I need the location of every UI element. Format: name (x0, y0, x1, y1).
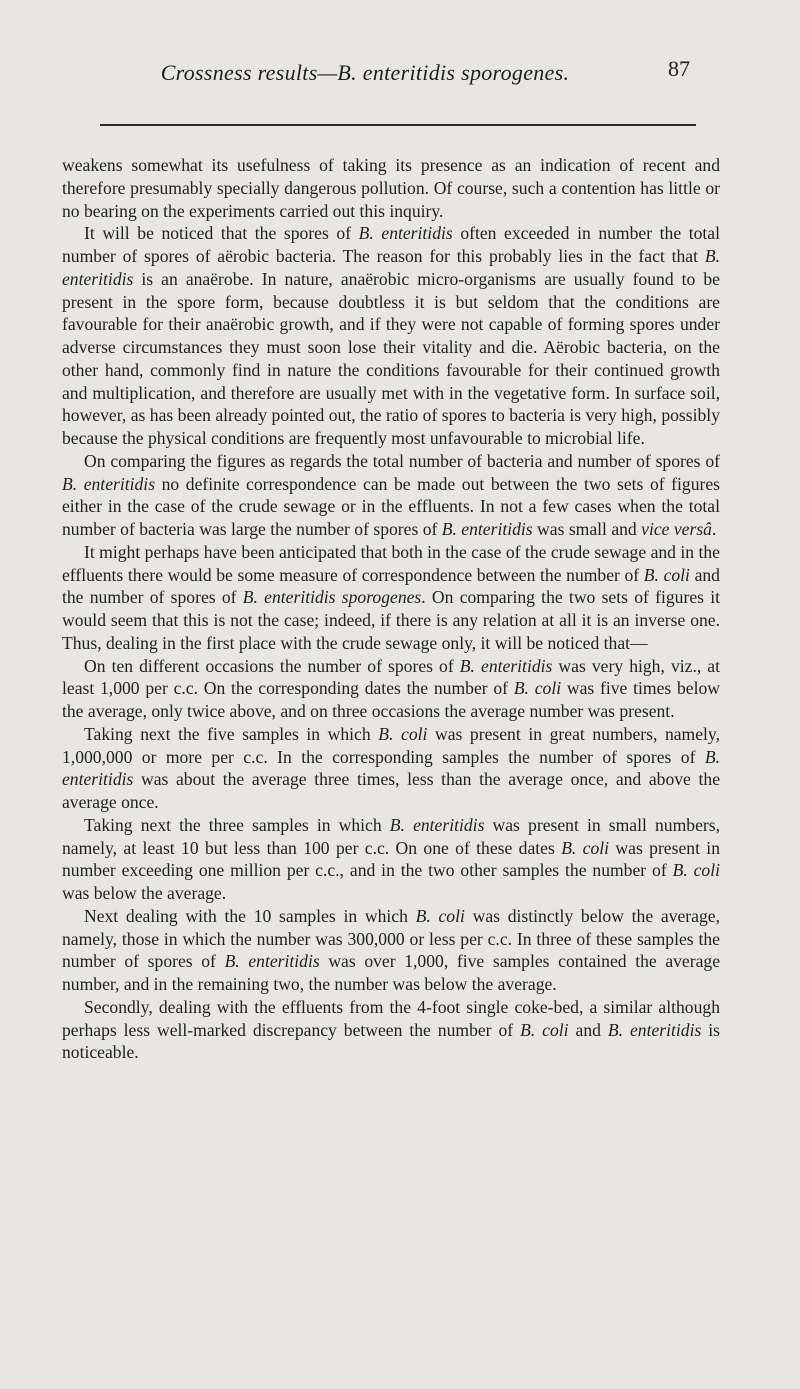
italic-run: B. enteritidis (441, 519, 533, 539)
text-run: no definite correspondence can be made out between the two sets of figures either in the case of the crude sewage or in the effluents. In not a few cases when the total number of bacteria was large the number of spores of (62, 473, 721, 539)
text-run: It might perhaps have been anticipated that both in the case of the crude sewage and in the effluents there would be some measure of correspondence between the number of (62, 541, 720, 585)
paragraph (62, 723, 720, 814)
italic-run: B. coli (672, 860, 720, 881)
italic-run: B. enteritidis (607, 1019, 702, 1040)
text-run: Secondly, dealing with the effluents from the 4-foot single coke-bed, a similar although perhaps less well-marked discrepancy between the number of (62, 996, 720, 1040)
paragraph (62, 814, 720, 905)
text-run: was five times below the average, only twice above, and on three occasions the average number was present. (62, 678, 720, 721)
page-number: 87 (668, 56, 690, 81)
running-head: Crossness results—B. enteritidis sporogenes. (160, 60, 570, 85)
italic-run: B. enteritidis (62, 746, 720, 790)
text-run: was present in small numbers, namely, at least 10 but less than 100 per c.c. On one of these dates (62, 814, 721, 858)
text-run: On comparing the figures as regards the total number of bacteria and number of spores of (84, 450, 720, 471)
text-run: was very high, viz., at least 1,000 per c.c. On the corresponding dates the number of (62, 655, 721, 699)
italic-run: B. coli (415, 905, 465, 926)
text-run: weakens somewhat its usefulness of taking its presence as an indication of recent and therefore presumably specially dangerous pollution. Of course, such a contention has little or no bearing on the experiments carried out this inquiry. (62, 155, 720, 221)
text-run: was distinctly below the average, namely, those in which the number was 300,000 or less per c.c. In three of these samples the number of spores of (62, 905, 720, 972)
text-run: is noticeable. (62, 1019, 720, 1063)
paragraph (62, 222, 720, 450)
text-run: and (568, 1019, 608, 1040)
text-run: Taking next the five samples in which (84, 723, 379, 744)
paragraph (62, 996, 720, 1064)
text-run: was small and (532, 519, 642, 539)
italic-run: B. coli (378, 723, 428, 744)
paragraph (62, 450, 720, 541)
italic-run: B. enteritidis sporogenes (242, 587, 422, 608)
paragraph (62, 905, 720, 996)
body-text (62, 154, 720, 1064)
italic-run: B. coli (520, 1019, 569, 1040)
text-run: was over 1,000, five samples contained the average number, and in the remaining two, the number was below the average. (62, 951, 721, 994)
italic-run: B. coli (513, 678, 562, 699)
text-run: It will be noticed that the spores of (84, 223, 359, 244)
paragraph (62, 541, 720, 655)
header-rule (100, 124, 696, 126)
paragraph (62, 154, 720, 222)
italic-run: B. coli (643, 564, 690, 585)
italic-run: B. enteritidis (459, 655, 553, 676)
text-run: was present in great numbers, namely, 1,000,000 or more per c.c. In the corresponding samples the number of spores of (62, 723, 720, 767)
text-run: . On comparing the two sets of figures it would seem that this is not the case; indeed, if there is any relation at all it is an inverse one. Thus, dealing in the first place with the crude sewage only, it will be noticed that— (62, 587, 721, 653)
italic-run: B. enteritidis (224, 951, 320, 972)
italic-run: B. enteritidis (358, 223, 453, 244)
page-header (100, 48, 690, 88)
text-run: Taking next the three samples in which (84, 814, 390, 835)
text-run: is an anaërobe. In nature, anaërobic micro-organisms are usually found to be present in the spore form, because doubtless it is but seldom that the conditions are favourable for their anaërobic growth, and if they were not capable of forming spores under adverse circumstances they must soon lose their vitality and die. Aërobic bacteria, on the other hand, commonly find in nature the conditions favourable for their continued growth and multiplication, and therefore are usually met with in the vegetative form. In surface soil, however, as has been already pointed out, the ratio of spores to bacteria is very high, possibly because the physical conditions are frequently most unfavourable to microbial life. (62, 268, 720, 448)
text-run: was present in number exceeding one million per c.c., and in the two other samples the number of (62, 837, 720, 881)
text-run: . (711, 519, 717, 539)
text-run: and the number of spores of (62, 564, 720, 608)
text-run: On ten different occasions the number of spores of (84, 655, 460, 676)
text-run: often exceeded in number the total number of spores of aërobic bacteria. The reason for this probably lies in the fact that (62, 223, 721, 266)
text-run: Next dealing with the 10 samples in which (84, 905, 416, 926)
italic-run: B. coli (561, 837, 610, 858)
italic-run: vice versâ (641, 519, 712, 539)
text-run: was about the average three times, less than the average once, and above the average once. (62, 769, 720, 812)
italic-run: B. enteritidis (389, 814, 485, 835)
italic-run: B. enteritidis (62, 246, 720, 289)
italic-run: B. enteritidis (62, 473, 156, 494)
text-run: was below the average. (62, 883, 227, 903)
paragraph (62, 655, 720, 723)
